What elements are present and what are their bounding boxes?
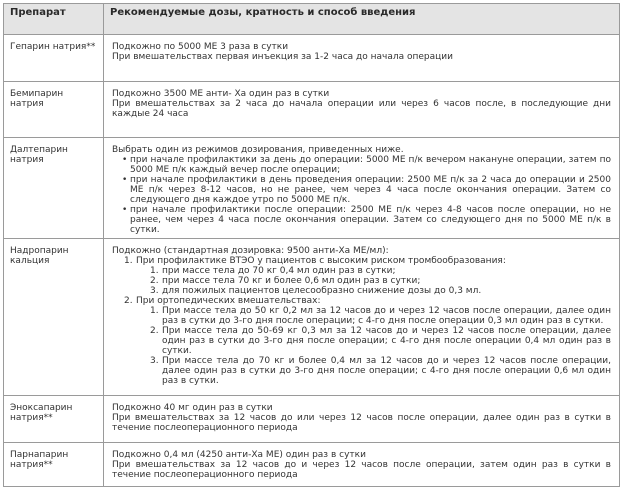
list-number: 1. (150, 306, 159, 316)
item-text: При массе тела до 50-69 кг 0,3 мл за 12 часов до и через 12 часов после операции, далее один раз в сутки до 3-го дня после операции; с 4-го дня после операции 0,4 мл один раз в сутки. (162, 326, 611, 356)
group-title: При ортопедических вмешательствах: (136, 296, 321, 306)
dosage-cell (104, 239, 620, 396)
list-item (124, 256, 611, 296)
drug-name: Надропарин кальция (4, 239, 104, 396)
dosage-cell (104, 82, 620, 138)
item-text: для пожилых пациентов целесообразно снижение дозы до 0,3 мл. (162, 286, 482, 296)
list-number: 2. (150, 326, 159, 336)
list-item (150, 276, 611, 286)
sub-list (136, 306, 611, 386)
drug-name: Эноксапарин натрия** (4, 396, 104, 443)
dosage-line: При вмешательствах за 2 часа до начала операции или через 6 часов после, в последующие дни каждые 24 часа (112, 99, 611, 119)
table-row (4, 443, 620, 487)
dosage-cell (104, 35, 620, 82)
dosage-cell (104, 443, 620, 487)
dosage-table (3, 3, 620, 487)
table-row (4, 35, 620, 82)
list-item: • при начале профилактики после операции: 2500 МЕ п/к через 4-8 часов после операции, но не ранее, чем через 4 часа после окончания операции. Затем со следующего дня по 5000 МЕ п/к в сутки. (122, 205, 611, 235)
dosage-line: Подкожно по 5000 МЕ 3 раза в сутки (112, 42, 289, 52)
list-number: 1. (150, 266, 159, 276)
list-item: • при начале профилактики в день проведения операции: 2500 МЕ п/к за 2 часа до операции и 2500 МЕ п/к через 8-12 часов, но не ранее, чем через 4 часа после окончания операции. Затем со следующего дня каждое утро по 5000 МЕ п/к. (122, 175, 611, 205)
dosage-line: При вмешательствах за 12 часов до и через 12 часов после операции, затем один раз в сутки в течение послеоперационного периода (112, 460, 611, 480)
dosage-table-container (3, 3, 620, 487)
dosage-intro: Подкожно (стандартная дозировка: 9500 анти-Ха МЕ/мл): (112, 246, 389, 256)
drug-name: Далтепарин натрия (4, 138, 104, 239)
item-text: при массе тела 70 кг и более 0,6 мл один раз в сутки; (162, 276, 421, 286)
list-item (150, 356, 611, 386)
dosage-line: Подкожно 0,4 мл (4250 анти-Ха МЕ) один раз в сутки (112, 450, 366, 460)
list-item (150, 286, 611, 296)
sub-list (136, 266, 611, 296)
dosage-intro: Выбрать один из режимов дозирования, приведенных ниже. (112, 145, 404, 155)
header-dosage: Рекомендуемые дозы, кратность и способ введения (104, 4, 620, 35)
group-title: При профилактике ВТЭО у пациентов с высоким риском тромбообразования: (136, 256, 506, 266)
table-row (4, 396, 620, 443)
list-item: • при начале профилактики за день до операции: 5000 МЕ п/к вечером накануне операции, затем по 5000 МЕ п/к каждый вечер после операции; (122, 155, 611, 175)
list-number: 3. (150, 286, 159, 296)
table-row (4, 239, 620, 396)
list-item (150, 266, 611, 276)
dosage-line: Подкожно 3500 МЕ анти- Ха один раз в сутки (112, 89, 330, 99)
list-number: 1. (124, 256, 133, 266)
drug-name: Бемипарин натрия (4, 82, 104, 138)
list-number: 2. (150, 276, 159, 286)
dosage-line: При вмешательствах первая инъекция за 1-2 часа до начала операции (112, 52, 453, 62)
regimen-list (112, 155, 611, 235)
item-text: При массе тела до 50 кг 0,2 мл за 12 часов до и через 12 часов после операции, далее один раз в сутки до 3-го дня после операции; с 4-го дня после операции 0,3 мл один раз в сутки. (162, 306, 611, 326)
dosage-cell (104, 138, 620, 239)
dosage-line: При вмешательствах за 12 часов до или через 12 часов после операции, далее один раз в сутки в течение послеоперационного периода (112, 413, 611, 433)
indication-list (112, 256, 611, 386)
drug-name: Парнапарин натрия** (4, 443, 104, 487)
dosage-cell (104, 396, 620, 443)
item-text: При массе тела до 70 кг и более 0,4 мл за 12 часов до и через 12 часов после операции, далее один раз в сутки до 3-го дня после операции; с 4-го дня после операции 0,6 мл один раз в сутки. (162, 356, 611, 386)
item-text: при массе тела до 70 кг 0,4 мл один раз в сутки; (162, 266, 396, 276)
list-item (150, 306, 611, 326)
list-number: 3. (150, 356, 159, 366)
list-number: 2. (124, 296, 133, 306)
list-item (124, 296, 611, 386)
table-row (4, 82, 620, 138)
drug-name: Гепарин натрия** (4, 35, 104, 82)
header-drug: Препарат (4, 4, 104, 35)
table-header-row (4, 4, 620, 35)
dosage-line: Подкожно 40 мг один раз в сутки (112, 403, 273, 413)
list-item (150, 326, 611, 356)
table-row (4, 138, 620, 239)
